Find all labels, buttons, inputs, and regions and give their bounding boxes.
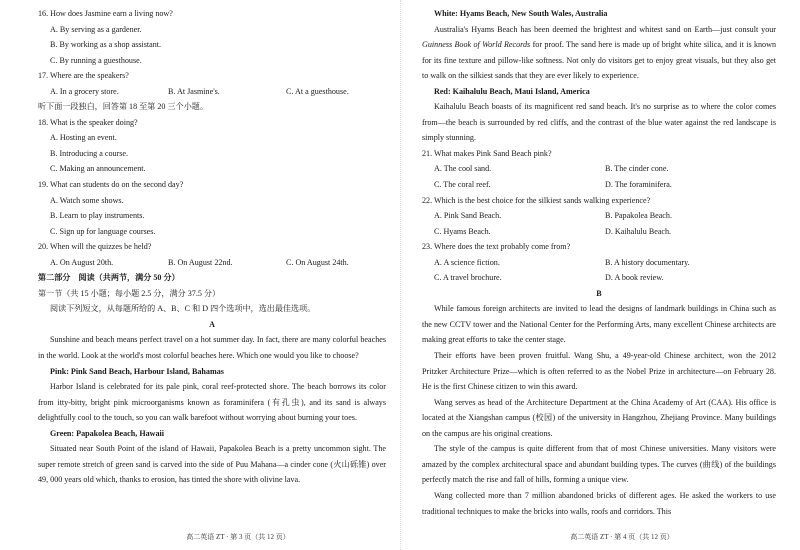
question-22-option-b: B. Papakolea Beach.	[605, 211, 672, 221]
question-17-option-a: A. In a grocery store.	[50, 86, 119, 96]
passage-b-paragraph-5: Wang collected more than 7 million abandoned bricks of different ages. He asked the workers to use traditional techniques to make the bricks into walls, roofs and corridors. This	[422, 490, 776, 516]
question-22-option-c: C. Hyams Beach.	[434, 226, 491, 236]
right-page-footer: 高二英语 ZT · 第 4 页（共 12 页）	[570, 533, 674, 541]
question-21-option-c: C. The coral reef.	[434, 180, 491, 190]
white-beach-heading: White: Hyams Beach, New South Wales, Australia	[434, 9, 608, 18]
question-19-option-b: B. Learn to play instruments.	[50, 211, 145, 221]
green-beach-heading: Green: Papakolea Beach, Hawaii	[50, 428, 165, 438]
question-20-option-c: C. On August 24th.	[286, 257, 349, 267]
question-18-option-c: C. Making an announcement.	[50, 164, 146, 174]
question-18-option-b: B. Introducing a course.	[50, 148, 128, 158]
question-19-option-a: A. Watch some shows.	[50, 195, 124, 205]
red-beach-heading: Red: Kaihalulu Beach, Maui Island, America	[434, 86, 590, 96]
question-20-option-b: B. On August 22nd.	[168, 257, 233, 267]
passage-b-paragraph-2: Their efforts have been proven fruitful. Wang Shu, a 49-year-old Chinese architect, won the 2012 Pritzker Architecture Prize—which is often referred to as the Nobel Prize in architecture—on February 28. He is the first Chinese citizen to win this award.	[422, 351, 776, 392]
question-23-option-b: B. A history documentary.	[605, 257, 690, 267]
question-16-option-b: B. By working as a shop assistant.	[50, 40, 162, 50]
white-beach-text-part1: Australia's Hyams Beach has been deemed the brightest and whitest sand on Earth—just consult your	[434, 24, 776, 34]
question-21-option-b: B. The cinder cone.	[605, 164, 669, 174]
question-16-stem: 16. How does Jasmine earn a living now?	[38, 9, 173, 18]
question-17-options	[38, 84, 386, 100]
passage-a-intro: Sunshine and beach means perfect travel on a hot summer day. In fact, there are many colorful beaches in the world. Look at the world's most colorful beaches here. Which one would you like to choose?	[38, 335, 386, 361]
question-23-row-1	[422, 255, 776, 271]
question-16-option-c: C. By running a guesthouse.	[50, 55, 142, 65]
part-2-title: 第二部分 阅读（共两节，满分 50 分）	[38, 273, 180, 283]
pink-beach-heading: Pink: Pink Sand Beach, Harbour Island, Bahamas	[50, 366, 224, 376]
passage-b-paragraph-1: While famous foreign architects are invited to lead the designs of landmark buildings in China such as the new CCTV tower and the National Center for the Performing Arts, many excellent Chinese architects are making great efforts to take the center stage.	[422, 304, 776, 345]
guinness-book-title: Guinness Book of World Records	[422, 40, 531, 50]
question-17-option-b: B. At Jasmine's.	[168, 86, 220, 96]
question-19-stem: 19. What can students do on the second day?	[38, 180, 184, 190]
question-22-row-2	[422, 224, 776, 240]
question-17-option-c: C. At a guesthouse.	[286, 86, 349, 96]
question-20-stem: 20. When will the quizzes be held?	[38, 242, 152, 252]
question-23-option-c: C. A travel brochure.	[434, 273, 502, 283]
question-20-options	[38, 255, 386, 271]
question-23-row-2	[422, 270, 776, 286]
question-20-option-a: A. On August 20th.	[50, 257, 114, 267]
question-17-stem: 17. Where are the speakers?	[38, 71, 129, 81]
white-beach-text-part2: for proof. The sand here is made up of bright white silica, and it is known for its fine texture and pillow-like softness. Not only do visitors get to enjoy great visuals, but they also get to walk on the silkiest sands that they are ever likely to experience.	[422, 40, 776, 81]
section-1-instruction: 阅读下列短文，从每题所给的 A、B、C 和 D 四个选项中，选出最佳选项。	[50, 304, 316, 314]
question-23-stem: 23. Where does the text probably come from?	[422, 242, 571, 252]
question-21-row-2	[422, 177, 776, 193]
question-23-option-a: A. A science fiction.	[434, 257, 500, 267]
passage-b-paragraph-3: Wang serves as head of the Architecture Department at the China Academy of Art (CAA). His office is located at the Xiangshan campus (校园) of the university in Hangzhou, Zhejiang Province. Many buildings on the campus are his original creations.	[422, 397, 776, 438]
red-beach-text: Kaihalulu Beach boasts of its magnificent red sand beach. It's no surprise as to where the color comes from—the beach is surrounded by red cliffs, and the contrast of the blue water against the red landscape is simply stunning.	[422, 102, 776, 143]
question-23-option-d: D. A book review.	[605, 273, 664, 283]
passage-b-paragraph-4: The style of the campus is quite different from that of most Chinese universities. Many visitors were amazed by the complex architectural space and abundant building types. The curves (曲线) of the buildings perfectly match the rise and fall of hills, forming a unique view.	[422, 444, 776, 485]
question-22-row-1	[422, 208, 776, 224]
passage-b-letter: B	[596, 288, 602, 298]
white-beach-text	[422, 22, 776, 84]
green-beach-text: Situated near South Point of the island of Hawaii, Papakolea Beach is a pretty uncommon sight. The super remote stretch of green sand is carved into the side of Puu Mahana—a cinder cone (火山砾锥) over 49, 000 years old which, thanks to erosion, has tinted the shore with olivine lava.	[38, 444, 386, 485]
question-22-option-a: A. Pink Sand Beach.	[434, 211, 502, 221]
question-19-option-c: C. Sign up for language courses.	[50, 226, 156, 236]
question-22-option-d: D. Kaihalulu Beach.	[605, 226, 672, 236]
question-21-option-a: A. The cool sand.	[434, 164, 492, 174]
question-18-option-a: A. Hosting an event.	[50, 133, 117, 143]
left-page-footer: 高二英语 ZT · 第 3 页（共 12 页）	[186, 533, 290, 541]
question-21-stem: 21. What makes Pink Sand Beach pink?	[422, 148, 552, 158]
question-22-stem: 22. Which is the best choice for the silkiest sands walking experience?	[422, 195, 651, 205]
right-page	[400, 0, 800, 550]
passage-a-letter: A	[209, 319, 215, 329]
question-21-row-1	[422, 161, 776, 177]
instruction-18-20: 听下面一段独白，回答第 18 至第 20 三个小题。	[38, 102, 208, 112]
question-16-option-a: A. By serving as a gardener.	[50, 24, 142, 34]
section-1-title: 第一节（共 15 小题；每小题 2.5 分，满分 37.5 分）	[38, 288, 221, 298]
question-21-option-d: D. The foraminifera.	[605, 180, 672, 190]
pink-beach-text: Harbor Island is celebrated for its pale pink, coral reef-protected shore. The beach borrows its color from itty-bitty, bright pink microorganisms known as foraminifera (有孔虫), and its sand is always delightfully cool to the touch, so you can walk barefoot without worrying about burning your toes.	[38, 382, 386, 423]
question-18-stem: 18. What is the speaker doing?	[38, 117, 138, 127]
